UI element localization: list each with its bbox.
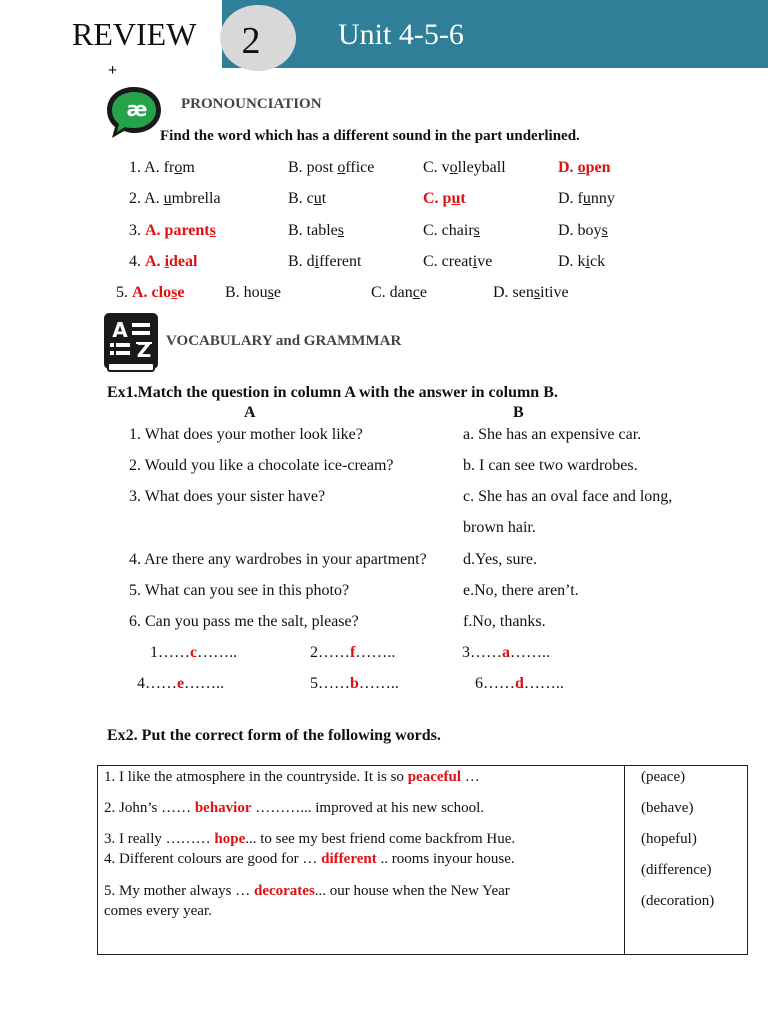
- pron-4-option-b: B. different: [288, 253, 362, 270]
- ex2-instruction: Ex2. Put the correct form of the following words.: [107, 727, 441, 744]
- pron-1-option-a: 1. A. from: [129, 159, 195, 176]
- ex1-key-1: 1……c……..: [150, 644, 238, 661]
- ex1-answer-e: e.No, there aren’t.: [463, 582, 579, 599]
- ex1-answer-f: f.No, thanks.: [463, 613, 546, 630]
- pron-4-option-a-answer: 4. A. ideal: [129, 253, 198, 270]
- ex2-word-1: (peace): [641, 769, 686, 785]
- ex1-instruction: Ex1.Match the question in column A with the answer in column B.: [107, 384, 558, 401]
- pron-1-option-b: B. post office: [288, 159, 375, 176]
- vocabulary-heading: VOCABULARY and GRAMMMAR: [166, 333, 402, 349]
- pron-2-option-b: B. cut: [288, 190, 327, 207]
- svg-text:A: A: [112, 318, 128, 342]
- ex1-answer-d: d.Yes, sure.: [463, 551, 537, 568]
- pron-3-option-c: C. chairs: [423, 222, 480, 239]
- pron-2-option-d: D. funny: [558, 190, 615, 207]
- unit-label: Unit 4-5-6: [338, 18, 464, 51]
- ex1-answer-b: b. I can see two wardrobes.: [463, 457, 638, 474]
- pron-4-option-d: D. kick: [558, 253, 606, 270]
- section-marker: +: [108, 62, 118, 79]
- pron-2-option-a: 2. A. umbrella: [129, 190, 221, 207]
- ex2-word-3: (hopeful): [641, 831, 697, 847]
- vocabulary-dictionary-icon: [102, 311, 160, 375]
- ex1-question-4: 4. Are there any wardrobes in your apartment?: [129, 551, 427, 568]
- pron-3-option-d: D. boys: [558, 222, 608, 239]
- ex1-key-5: 5……b……..: [310, 675, 399, 692]
- ex1-answer-c-continued: brown hair.: [463, 519, 536, 536]
- ae-icon-letter: æ: [126, 97, 148, 121]
- ex1-answer-c: c. She has an oval face and long,: [463, 488, 673, 505]
- ex2-sentence-5: 5. My mother always … decorates... our house when the New Year: [104, 883, 510, 899]
- ex1-question-6: 6. Can you pass me the salt, please?: [129, 613, 359, 630]
- review-number: 2: [241, 20, 261, 62]
- ex1-key-4: 4……e……..: [137, 675, 225, 692]
- pron-1-option-d-answer: D. open: [558, 159, 611, 176]
- ex2-word-5: (decoration): [641, 893, 715, 909]
- ex1-question-1: 1. What does your mother look like?: [129, 426, 363, 443]
- ex2-sentence-2: 2. John’s …… behavior ………... improved at his new school.: [104, 800, 484, 816]
- pron-1-option-c: C. volleyball: [423, 159, 506, 176]
- pronunciation-instruction: Find the word which has a different sound in the part underlined.: [160, 128, 580, 144]
- pron-4-option-c: C. creative: [423, 253, 493, 270]
- ex2-table: [97, 765, 748, 955]
- pron-5-option-c: C. dance: [371, 284, 427, 301]
- pron-2-option-c-answer: C. put: [423, 190, 466, 207]
- ex1-column-a-header: A: [244, 404, 256, 421]
- ex1-question-5: 5. What can you see in this photo?: [129, 582, 350, 599]
- ex1-key-3: 3……a……..: [462, 644, 550, 661]
- pron-5-option-b: B. house: [225, 284, 282, 301]
- pron-5-option-d: D. sensitive: [493, 284, 569, 301]
- ex1-answer-a: a. She has an expensive car.: [463, 426, 642, 443]
- ex2-sentences-cell: [98, 766, 625, 955]
- svg-text:Z: Z: [136, 338, 152, 362]
- review-number-badge: [220, 5, 296, 71]
- ex1-question-2: 2. Would you like a chocolate ice-cream?: [129, 457, 394, 474]
- pron-3-option-a-answer: 3. A. parents: [129, 222, 216, 239]
- ex2-sentence-5-continued: comes every year.: [104, 903, 212, 919]
- ex2-sentence-1: 1. I like the atmosphere in the countryside. It is so peaceful …: [104, 769, 480, 785]
- ex2-sentence-4: 4. Different colours are good for … different .. rooms inyour house.: [104, 851, 515, 867]
- ex1-key-2: 2……f……..: [310, 644, 396, 661]
- ex2-word-4: (difference): [641, 862, 712, 878]
- ex2-sentence-3: 3. I really ……… hope... to see my best friend come backfrom Hue.: [104, 831, 516, 847]
- pronunciation-ae-icon: [104, 84, 164, 140]
- review-title: REVIEW: [72, 16, 197, 52]
- ex1-key-6: 6……d……..: [475, 675, 564, 692]
- ex1-column-b-header: B: [513, 404, 524, 421]
- pron-5-option-a-answer: 5. A. close: [116, 284, 185, 301]
- ex1-question-3: 3. What does your sister have?: [129, 488, 326, 505]
- pron-3-option-b: B. tables: [288, 222, 344, 239]
- pronunciation-heading: PRONOUNCIATION: [181, 96, 322, 112]
- ex2-words-cell: [625, 766, 748, 955]
- ex2-word-2: (behave): [641, 800, 694, 816]
